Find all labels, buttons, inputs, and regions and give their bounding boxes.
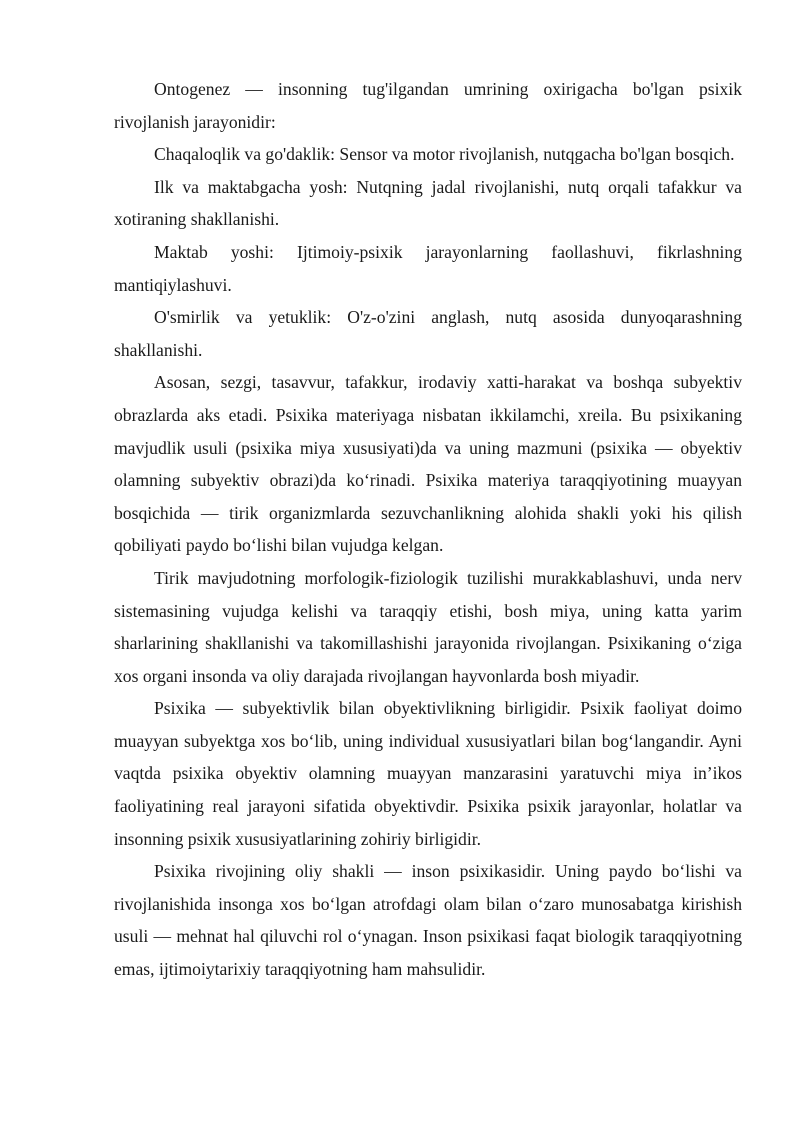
paragraph-ontogenez: Ontogenez — insonning tug'ilgandan umrining oxirigacha bo'lgan psixik rivojlanish jarayonidir: (114, 79, 742, 132)
paragraph-infancy: Chaqaloqlik va go'daklik: Sensor va motor rivojlanish, nutqgacha bo'lgan bosqich. (154, 144, 735, 165)
paragraph-psyche-development: Tirik mavjudotning morfologik-fiziologik tuzilishi murakkablashuvi, unda nerv sistemasining vujudga kelishi va taraqqiy etishi, bosh miya, uning katta yarim sharlarining shakllanishi va takomillashishi jarayonida rivojlangan. Psixikaning o‘ziga xos organi insonda va oliy darajada rivojlangan hayvonlarda bosh miyadir. (114, 567, 742, 686)
document-page (114, 73, 742, 986)
paragraph-preschool: Ilk va maktabgacha yosh: Nutqning jadal rivojlanishi, nutq orqali tafakkur va xotiraning shakllanishi. (114, 176, 742, 230)
paragraph-adolescence: O'smirlik va yetuklik: O'z-o'zini anglash, nutq asosida dunyoqarashning shakllanishi. (114, 307, 742, 360)
paragraph-psyche-reflection: Asosan, sezgi, tasavvur, tafakkur, irodaviy xatti-harakat va boshqa subyektiv obrazlarda aks etadi. Psixika materiyaga nisbatan ikkilamchi, xreila. Bu psixikaning mavjudlik usuli (psixika miya xususiyati)da va uning mazmuni (psixika — obyektiv olamning subyektiv obrazi)da ko‘rinadi. Psixika materiya taraqqiyotining muayyan bosqichida — tirik organizmlarda sezuvchanlikning alohida shakli yoki his qilish qobiliyati paydo bo‘lishi bilan vujudga kelgan. (114, 372, 742, 556)
paragraph-human-psyche: Psixika rivojining oliy shakli — inson psixikasidir. Uning paydo bo‘lishi va rivojlanishida insonga xos bo‘lgan atrofdagi olam bilan o‘zaro munosabatga kirishish usuli — mehnat hal qiluvchi rol o‘ynagan. Inson psixikasi faqat biologik taraqqiyotning emas, ijtimoiytarixiy taraqqiyotning ham mahsulidir. (114, 861, 742, 980)
paragraph-psyche-unity: Psixika — subyektivlik bilan obyektivlikning birligidir. Psixik faoliyat doimo muayyan subyektga xos bo‘lib, uning individual xususiyatlari bilan bog‘langandir. Ayni vaqtda psixika obyektiv olamning muayyan manzarasini yaratuvchi miya in’ikos faoliyatining real jarayoni sifatida obyektivdir. Psixika psixik jarayonlar, holatlar va insonning psixik xususiyatlarining zohiriy birligidir. (114, 698, 742, 849)
paragraph-school-age: Maktab yoshi: Ijtimoiy-psixik jarayonlarning faollashuvi, fikrlashning mantiqiylashuvi. (114, 241, 742, 295)
